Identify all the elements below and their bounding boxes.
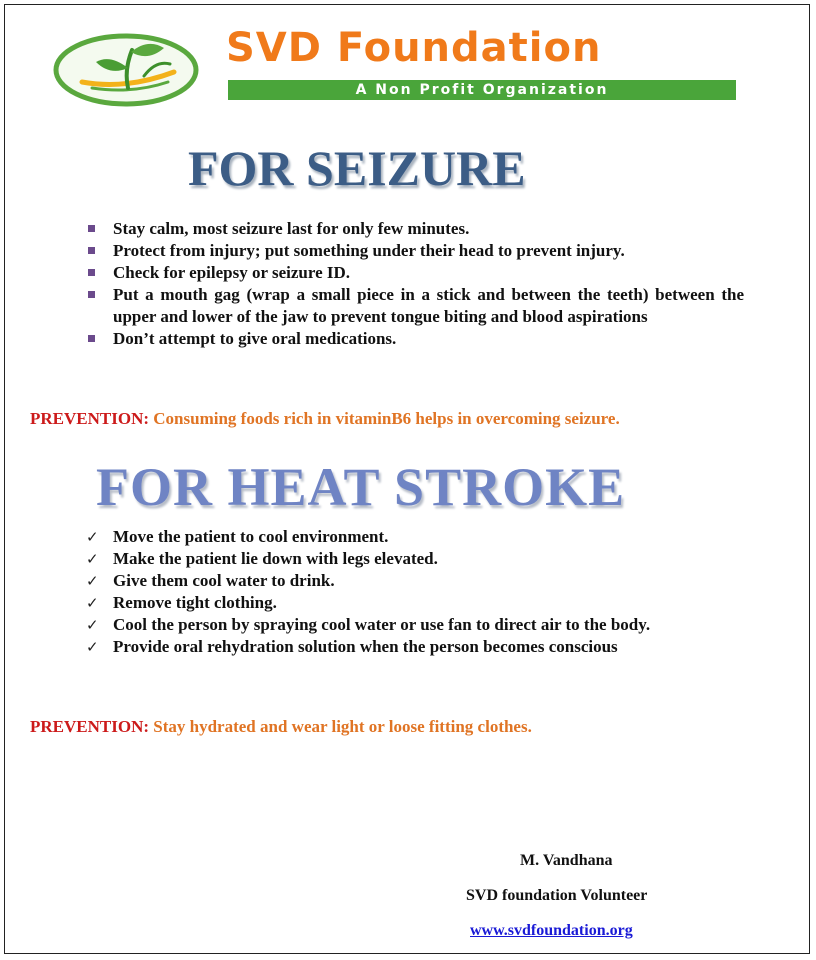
list-item: ✓ Make the patient lie down with legs elevated. — [86, 549, 438, 568]
list-item: Check for epilepsy or seizure ID. — [86, 262, 744, 284]
checkmark-icon: ✓ — [86, 528, 99, 546]
checkmark-icon: ✓ — [86, 594, 99, 612]
prevention-text: Consuming foods rich in vitaminB6 helps in overcoming seizure. — [153, 409, 620, 428]
square-bullet-icon — [88, 247, 95, 254]
square-bullet-icon — [88, 225, 95, 232]
list-item: Don’t attempt to give oral medications. — [86, 328, 744, 350]
seizure-heading: FOR SEIZURE — [188, 140, 526, 196]
square-bullet-icon — [88, 335, 95, 342]
checkmark-icon: ✓ — [86, 638, 99, 656]
seizure-prevention: PREVENTION: Consuming foods rich in vitaminB6 helps in overcoming seizure. — [30, 409, 620, 428]
square-bullet-icon — [88, 269, 95, 276]
list-item: ✓ Give them cool water to drink. — [86, 571, 335, 590]
list-item: ✓ Provide oral rehydration solution when the person becomes conscious — [86, 637, 618, 656]
heat-stroke-heading: FOR HEAT STROKE — [96, 457, 626, 517]
seizure-list — [86, 218, 744, 350]
list-item: Put a mouth gag (wrap a small piece in a stick and between the teeth) between the upper and lower of the jaw to prevent tongue biting and blood aspirations — [86, 284, 744, 328]
author-name: M. Vandhana — [520, 852, 613, 869]
list-item: ✓ Move the patient to cool environment. — [86, 527, 389, 546]
list-item: ✓ Cool the person by spraying cool water or use fan to direct air to the body. — [86, 615, 651, 634]
prevention-label: PREVENTION — [30, 409, 144, 428]
website-link[interactable]: www.svdfoundation.org — [470, 922, 633, 939]
checkmark-icon: ✓ — [86, 616, 99, 634]
list-item: Stay calm, most seizure last for only few minutes. — [86, 218, 744, 240]
list-item: ✓ Remove tight clothing. — [86, 593, 277, 612]
prevention-text: Stay hydrated and wear light or loose fitting clothes. — [153, 717, 532, 736]
prevention-label: PREVENTION — [30, 717, 144, 736]
heat-stroke-list — [86, 526, 744, 658]
checkmark-icon: ✓ — [86, 550, 99, 568]
author-role: SVD foundation Volunteer — [466, 887, 648, 904]
list-item: Protect from injury; put something under their head to prevent injury. — [86, 240, 744, 262]
square-bullet-icon — [88, 291, 95, 298]
org-tagline: A Non Profit Organization — [228, 80, 736, 100]
heat-stroke-prevention: PREVENTION: Stay hydrated and wear light or loose fitting clothes. — [30, 717, 532, 736]
leaf-sprout-icon — [52, 32, 200, 108]
org-name: SVD Foundation — [226, 25, 602, 71]
checkmark-icon: ✓ — [86, 572, 99, 590]
